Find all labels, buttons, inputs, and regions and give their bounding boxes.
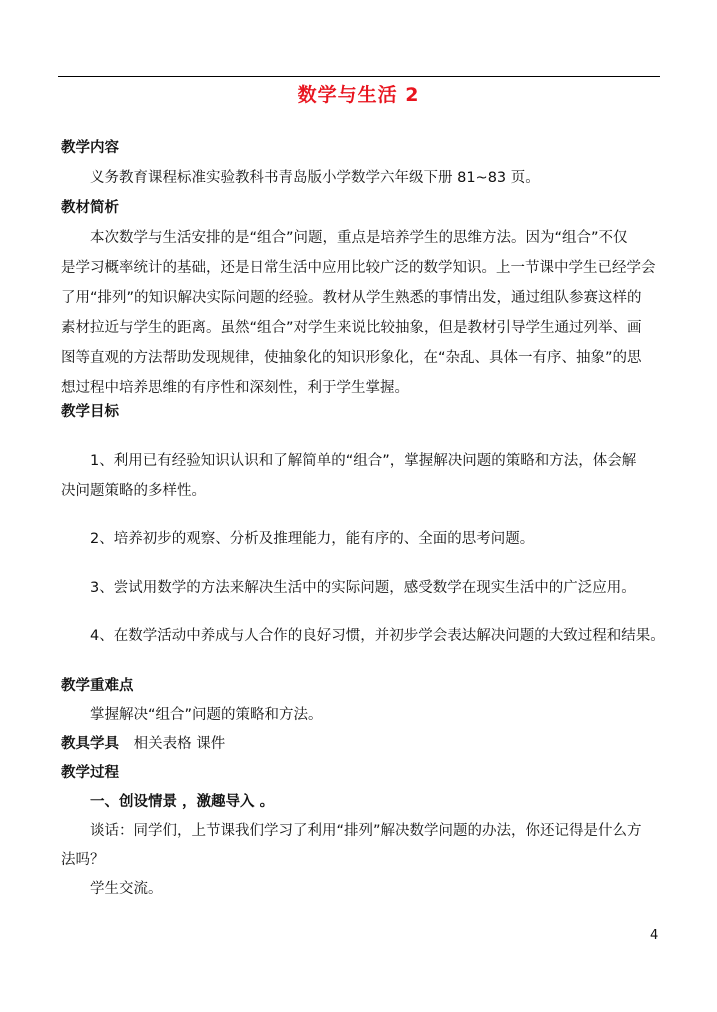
analysis-heading: 教材简析 [61, 200, 119, 216]
dialogue-line: 法吗？ [61, 852, 105, 868]
key-text: 掌握解决“组合”问题的策略和方法。 [90, 707, 323, 723]
analysis-line: 图等直观的方法帮助发现规律，使抽象化的知识形象化，在“杂乱、具体一有序、抽象”的思 [61, 350, 642, 366]
analysis-line: 本次数学与生活安排的是“组合”问题，重点是培养学生的思维方法。因为“组合”不仅 [90, 230, 628, 246]
header-rule [58, 76, 660, 77]
process-step: 一、创设情景 ，激趣导入 。 [90, 794, 275, 810]
goal-item: 4、在数学活动中养成与人合作的良好习惯，并初步学会表达解决问题的大致过程和结果。 [90, 628, 665, 644]
goal-item: 3、尝试用数学的方法来解决生活中的实际问题，感受数学在现实生活中的广泛应用。 [90, 580, 636, 596]
tools-heading: 教具学具 [61, 736, 119, 752]
student-exchange: 学生交流。 [90, 881, 163, 897]
analysis-line: 了用“排列”的知识解决实际问题的经验。教材从学生熟悉的事情出发，通过组队参赛这样的 [61, 290, 642, 306]
analysis-line: 想过程中培养思维的有序性和深刻性，利于学生掌握。 [61, 380, 409, 396]
content-heading: 教学内容 [61, 140, 119, 156]
tools-text: 相关表格 课件 [133, 736, 226, 752]
goal-item: 2、培养初步的观察、分析及推理能力，能有序的、全面的思考问题。 [90, 531, 535, 547]
page-number: 4 [650, 928, 659, 943]
goal-item: 决问题策略的多样性。 [61, 483, 206, 499]
tools-line [61, 734, 225, 754]
goals-heading: 教学目标 [61, 404, 119, 420]
goal-item: 1、利用已有经验知识认识和了解简单的“组合”，掌握解决问题的策略和方法，体会解 [90, 453, 637, 469]
dialogue-line: 谈话：同学们，上节课我们学习了利用“排列”解决数学问题的办法，你还记得是什么方 [90, 823, 642, 839]
analysis-line: 是学习概率统计的基础，还是日常生活中应用比较广泛的数学知识。上一节课中学生已经学会 [61, 260, 656, 276]
key-heading: 教学重难点 [61, 678, 134, 694]
process-heading: 教学过程 [61, 765, 119, 781]
analysis-line: 素材拉近与学生的距离。虽然“组合”对学生来说比较抽象，但是教材引导学生通过列举、画 [61, 320, 642, 336]
document-title: 数学与生活 2 [297, 84, 420, 106]
content-text: 义务教育课程标准实验教科书青岛版小学数学六年级下册 81~83 页。 [90, 170, 540, 186]
